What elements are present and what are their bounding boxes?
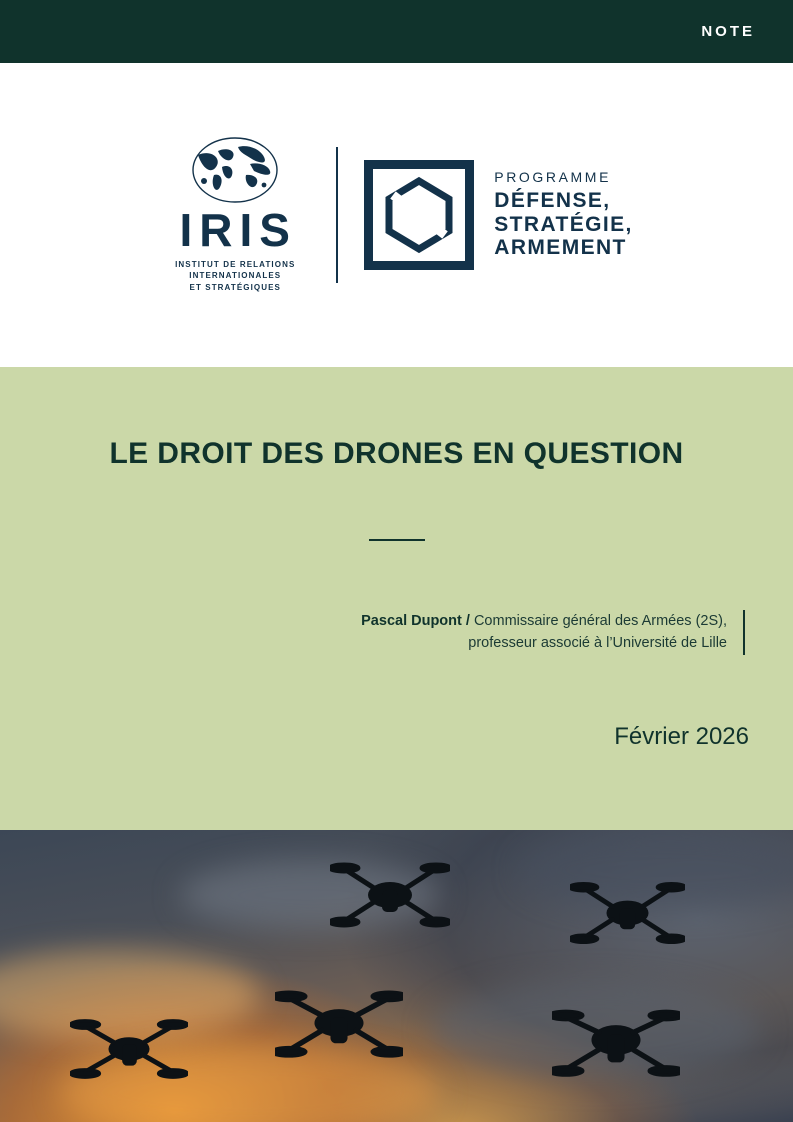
- author-role-line-1: Commissaire général des Armées (2S),: [473, 613, 727, 629]
- cover-title-band: [0, 367, 793, 830]
- author-role-line-2: professeur associé à l’Université de Lille: [468, 635, 727, 652]
- program-line-3: ARMEMENT: [494, 236, 627, 260]
- author-text: [361, 610, 743, 655]
- logo-divider: [336, 147, 338, 283]
- document-type-label: NOTE: [701, 23, 755, 40]
- iris-logo: [160, 137, 310, 294]
- iris-wordmark: IRIS: [179, 203, 297, 256]
- header-bar: [0, 0, 793, 63]
- drone-icon: [570, 870, 685, 961]
- page-title: LE DROIT DES DRONES EN QUESTION: [109, 437, 684, 470]
- logo-band: [0, 63, 793, 367]
- drone-icon: [70, 1005, 188, 1098]
- publication-date: Février 2026: [614, 723, 749, 750]
- globe-icon: [192, 137, 278, 203]
- drone-icon: [552, 990, 680, 1095]
- program-kicker: PROGRAMME: [494, 169, 612, 186]
- author-accent-bar: [743, 610, 745, 655]
- hexagon-in-square-icon: [364, 160, 474, 270]
- logo-lockup: [160, 140, 632, 290]
- program-line-2: STRATÉGIE,: [494, 212, 633, 236]
- iris-subtitle-line-2: INTERNATIONALES: [189, 271, 282, 281]
- drone-icon: [275, 975, 403, 1076]
- author-line-1: [361, 610, 727, 632]
- program-text: [494, 170, 632, 259]
- iris-subtitle: [175, 259, 295, 294]
- iris-subtitle-line-3: ET STRATÉGIQUES: [189, 282, 281, 292]
- program-logo: [364, 160, 632, 270]
- cover-photo: [0, 830, 793, 1122]
- title-divider: [369, 539, 425, 541]
- program-line-1: DÉFENSE,: [494, 189, 611, 213]
- author-block: [361, 610, 745, 655]
- drone-icon: [330, 850, 450, 945]
- author-name: Pascal Dupont /: [361, 613, 470, 629]
- iris-subtitle-line-1: INSTITUT DE RELATIONS: [175, 259, 296, 269]
